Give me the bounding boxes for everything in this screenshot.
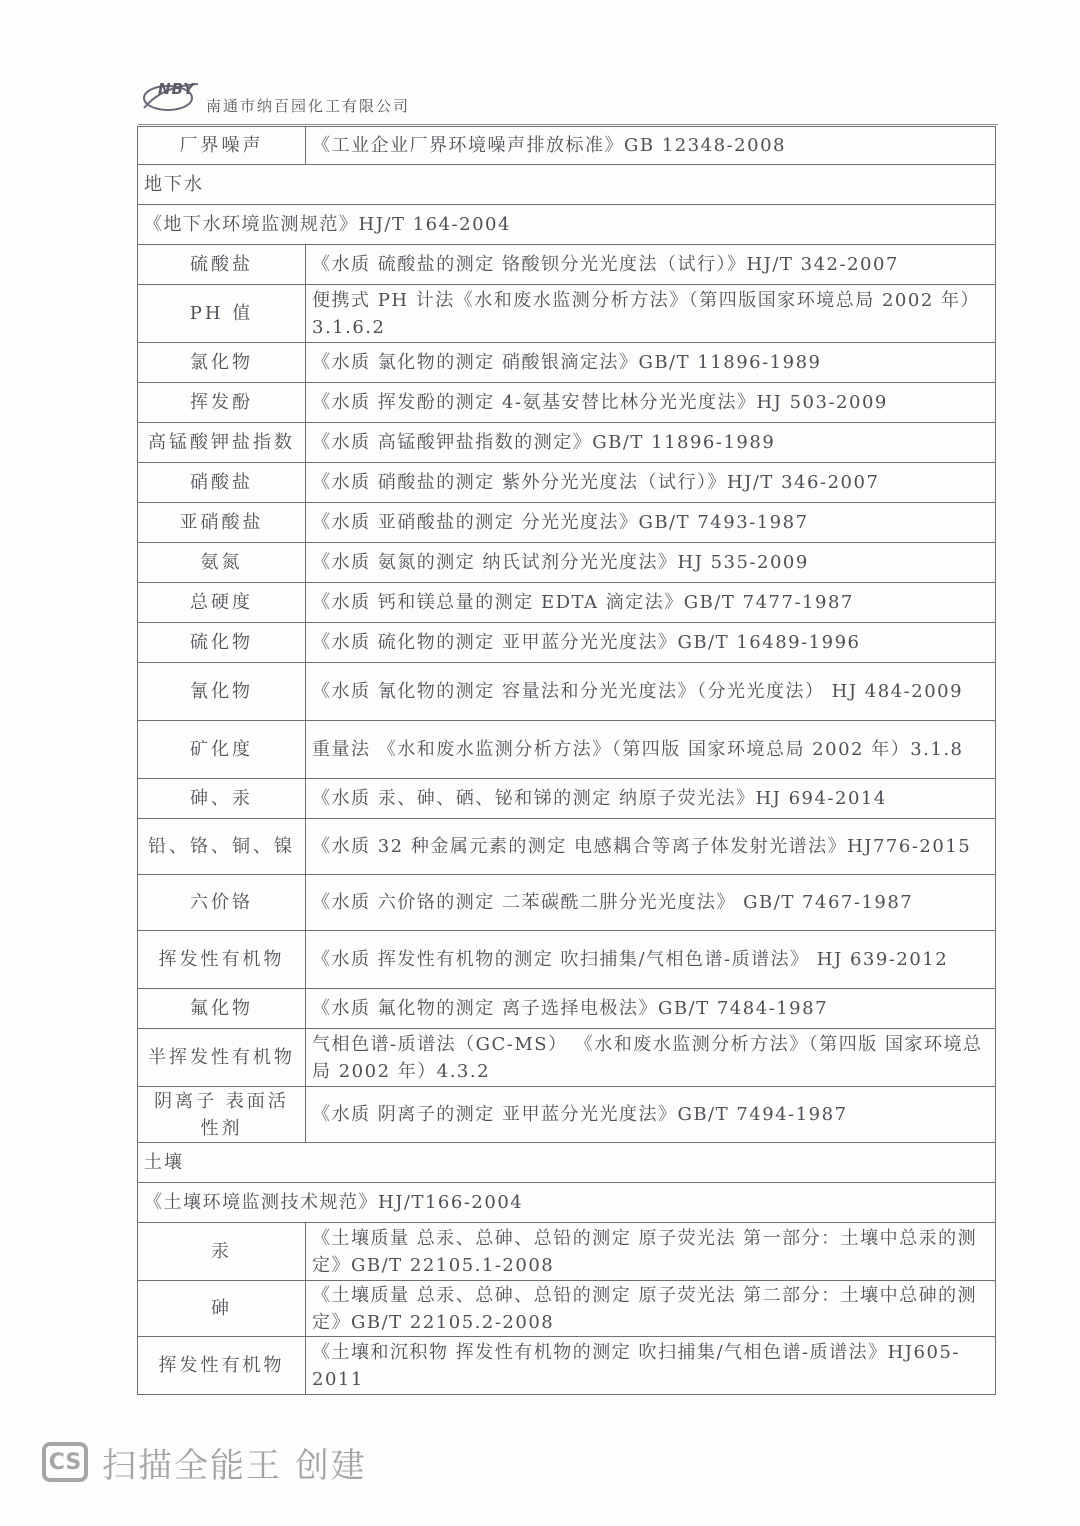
logo-text: NBY — [158, 80, 196, 98]
item-standard: 《水质 32 种金属元素的测定 电感耦合等离子体发射光谱法》HJ776-2015 — [306, 819, 996, 875]
table-row — [138, 989, 996, 1029]
item-standard: 便携式 PH 计法《水和废水监测分析方法》（第四版国家环境总局 2002 年）3.1.6.2 — [306, 285, 996, 343]
table-row — [138, 1029, 996, 1087]
item-standard: 《土壤和沉积物 挥发性有机物的测定 吹扫捕集/气相色谱-质谱法》HJ605-2011 — [306, 1337, 996, 1395]
item-label: 挥发酚 — [138, 383, 306, 423]
item-standard: 《水质 钙和镁总量的测定 EDTA 滴定法》GB/T 7477-1987 — [306, 583, 996, 623]
table-row — [138, 463, 996, 503]
item-standard: 《水质 氨氮的测定 纳氏试剂分光光度法》HJ 535-2009 — [306, 543, 996, 583]
table-row — [138, 819, 996, 875]
standards-table — [137, 126, 996, 1395]
item-label: 铅、铬、铜、镍 — [138, 819, 306, 875]
item-label: 砷、汞 — [138, 779, 306, 819]
item-label: 矿化度 — [138, 721, 306, 779]
table-row — [138, 583, 996, 623]
table-row — [138, 127, 996, 165]
item-label: 总硬度 — [138, 583, 306, 623]
table-row — [138, 343, 996, 383]
item-standard: 《土壤质量 总汞、总砷、总铅的测定 原子荧光法 第一部分：土壤中总汞的测定》GB/T 22105.1-2008 — [306, 1223, 996, 1281]
section-row — [138, 165, 996, 205]
item-standard: 《水质 挥发酚的测定 4-氨基安替比林分光光度法》HJ 503-2009 — [306, 383, 996, 423]
item-standard: 《水质 六价铬的测定 二苯碳酰二肼分光光度法》 GB/T 7467-1987 — [306, 875, 996, 931]
item-label: 六价铬 — [138, 875, 306, 931]
item-standard: 《水质 汞、砷、硒、铋和锑的测定 纳原子荧光法》HJ 694-2014 — [306, 779, 996, 819]
camscanner-icon: CS — [42, 1442, 88, 1482]
table-row — [138, 721, 996, 779]
item-standard: 《土壤质量 总汞、总砷、总铅的测定 原子荧光法 第二部分：土壤中总砷的测定》GB/T 22105.2-2008 — [306, 1281, 996, 1337]
item-label: 氯化物 — [138, 343, 306, 383]
table-row — [138, 285, 996, 343]
item-label: 阴离子 表面活性剂 — [138, 1087, 306, 1143]
page-header — [138, 78, 998, 125]
item-label: 氰化物 — [138, 663, 306, 721]
table-row — [138, 663, 996, 721]
table-row — [138, 623, 996, 663]
section-row — [138, 1143, 996, 1183]
table-row — [138, 779, 996, 819]
section-title: 地下水 — [138, 165, 996, 205]
item-standard: 《工业企业厂界环境噪声排放标准》GB 12348-2008 — [306, 127, 996, 165]
item-standard: 《水质 硝酸盐的测定 紫外分光光度法（试行）》HJ/T 346-2007 — [306, 463, 996, 503]
item-standard: 《水质 挥发性有机物的测定 吹扫捕集/气相色谱-质谱法》 HJ 639-2012 — [306, 931, 996, 989]
table-row — [138, 1337, 996, 1395]
item-standard: 《水质 氰化物的测定 容量法和分光光度法》（分光光度法） HJ 484-2009 — [306, 663, 996, 721]
item-label: 厂界噪声 — [138, 127, 306, 165]
item-label: 氟化物 — [138, 989, 306, 1029]
scanner-watermark — [42, 1440, 367, 1484]
spec-title: 《地下水环境监测规范》HJ/T 164-2004 — [138, 205, 996, 245]
table-row — [138, 1087, 996, 1143]
item-standard: 气相色谱-质谱法（GC-MS） 《水和废水监测分析方法》（第四版 国家环境总局 2002 年）4.3.2 — [306, 1029, 996, 1087]
item-label: 挥发性有机物 — [138, 931, 306, 989]
item-standard: 《水质 硫酸盐的测定 铬酸钡分光光度法（试行）》HJ/T 342-2007 — [306, 245, 996, 285]
table-row — [138, 503, 996, 543]
spec-row — [138, 1183, 996, 1223]
item-label: 挥发性有机物 — [138, 1337, 306, 1395]
item-label: 硫酸盐 — [138, 245, 306, 285]
table-row — [138, 1223, 996, 1281]
item-label: PH 值 — [138, 285, 306, 343]
item-label: 半挥发性有机物 — [138, 1029, 306, 1087]
item-label: 亚硝酸盐 — [138, 503, 306, 543]
item-standard: 《水质 氯化物的测定 硝酸银滴定法》GB/T 11896-1989 — [306, 343, 996, 383]
item-standard: 《水质 亚硝酸盐的测定 分光光度法》GB/T 7493-1987 — [306, 503, 996, 543]
table-row — [138, 931, 996, 989]
item-label: 汞 — [138, 1223, 306, 1281]
item-label: 砷 — [138, 1281, 306, 1337]
item-standard: 《水质 硫化物的测定 亚甲蓝分光光度法》GB/T 16489-1996 — [306, 623, 996, 663]
table-row — [138, 383, 996, 423]
item-standard: 《水质 氟化物的测定 离子选择电极法》GB/T 7484-1987 — [306, 989, 996, 1029]
spec-title: 《土壤环境监测技术规范》HJ/T166-2004 — [138, 1183, 996, 1223]
item-standard: 重量法 《水和废水监测分析方法》（第四版 国家环境总局 2002 年）3.1.8 — [306, 721, 996, 779]
company-name: 南通市纳百园化工有限公司 — [206, 97, 411, 115]
item-label: 硫化物 — [138, 623, 306, 663]
watermark-text: 扫描全能王 创建 — [102, 1445, 367, 1486]
section-title: 土壤 — [138, 1143, 996, 1183]
table-row — [138, 245, 996, 285]
item-standard: 《水质 阴离子的测定 亚甲蓝分光光度法》GB/T 7494-1987 — [306, 1087, 996, 1143]
table-row — [138, 543, 996, 583]
item-standard: 《水质 高锰酸钾盐指数的测定》GB/T 11896-1989 — [306, 423, 996, 463]
table-row — [138, 423, 996, 463]
spec-row — [138, 205, 996, 245]
item-label: 硝酸盐 — [138, 463, 306, 503]
item-label: 氨氮 — [138, 543, 306, 583]
table-row — [138, 1281, 996, 1337]
table-row — [138, 875, 996, 931]
item-label: 高锰酸钾盐指数 — [138, 423, 306, 463]
